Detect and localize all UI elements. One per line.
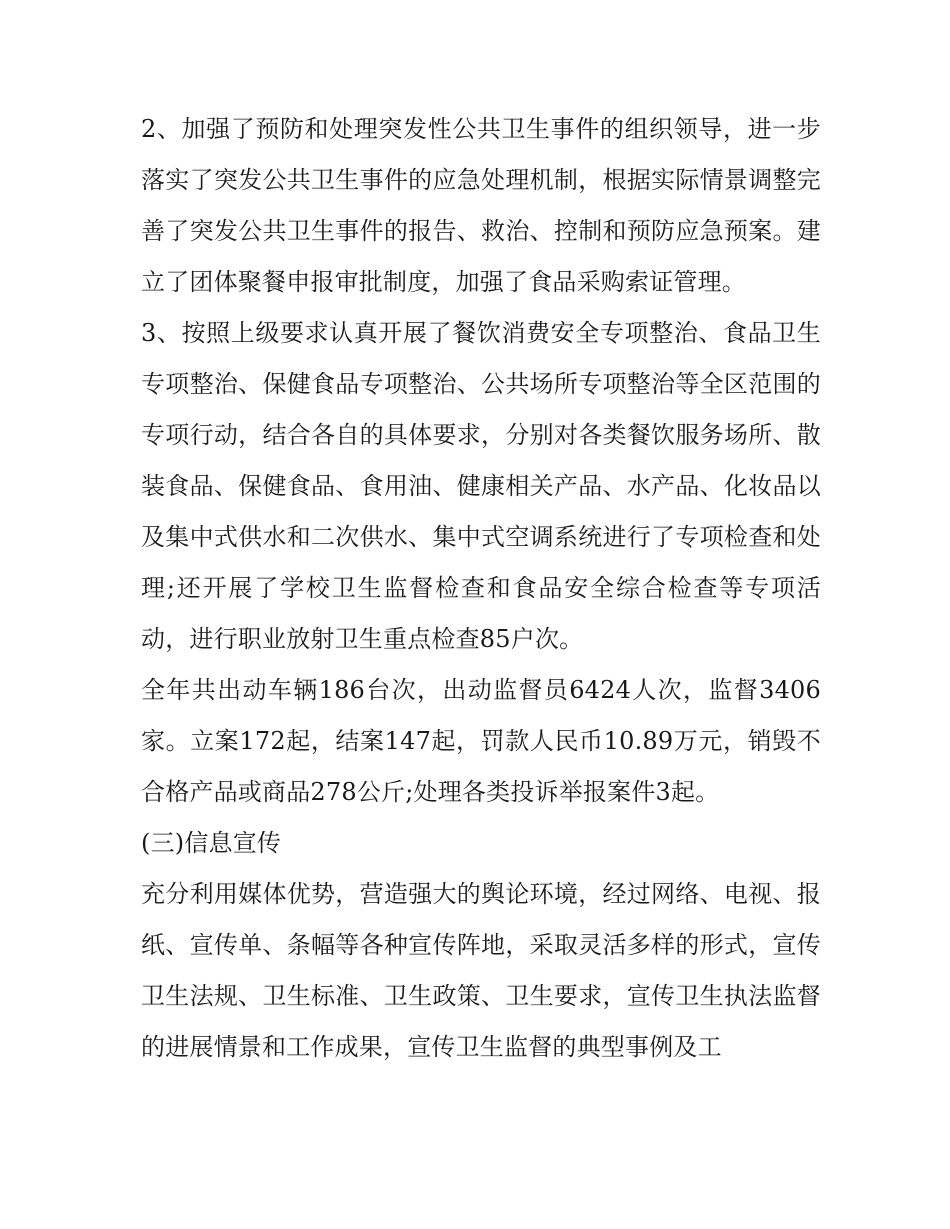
paragraph-media-publicity: 充分利用媒体优势，营造强大的舆论环境，经过网络、电视、报纸、宣传单、条幅等各种宣传阵地，采取灵活多样的形式，宣传卫生法规、卫生标准、卫生政策、卫生要求，宣传卫生执法监督的进展情景和工作成果，宣传卫生监督的典型事例及工 xyxy=(141,880,821,1061)
document-body xyxy=(141,104,821,1073)
paragraph-emergency-response: 2、加强了预防和处理突发性公共卫生事件的组织领导，进一步落实了突发公共卫生事件的应急处理机制，根据实际情景调整完善了突发公共卫生事件的报告、救治、控制和预防应急预案。建立了团体聚餐申报审批制度，加强了食品采购索证管理。 xyxy=(141,115,821,296)
paragraph-special-rectification: 3、按照上级要求认真开展了餐饮消费安全专项整治、食品卫生专项整治、保健食品专项整治、公共场所专项整治等全区范围的专项行动，结合各自的具体要求，分别对各类餐饮服务场所、散装食品、保健食品、食用油、健康相关产品、水产品、化妆品以及集中式供水和二次供水、集中式空调系统进行了专项检查和处理;还开展了学校卫生监督检查和食品安全综合检查等专项活动，进行职业放射卫生重点检查85户次。 xyxy=(141,319,821,653)
section-heading-publicity: (三)信息宣传 xyxy=(141,829,282,857)
paragraph-annual-statistics: 全年共出动车辆186台次，出动监督员6424人次，监督3406家。立案172起，结案147起，罚款人民币10.89万元，销毁不合格产品或商品278公斤;处理各类投诉举报案件3起。 xyxy=(141,676,821,806)
